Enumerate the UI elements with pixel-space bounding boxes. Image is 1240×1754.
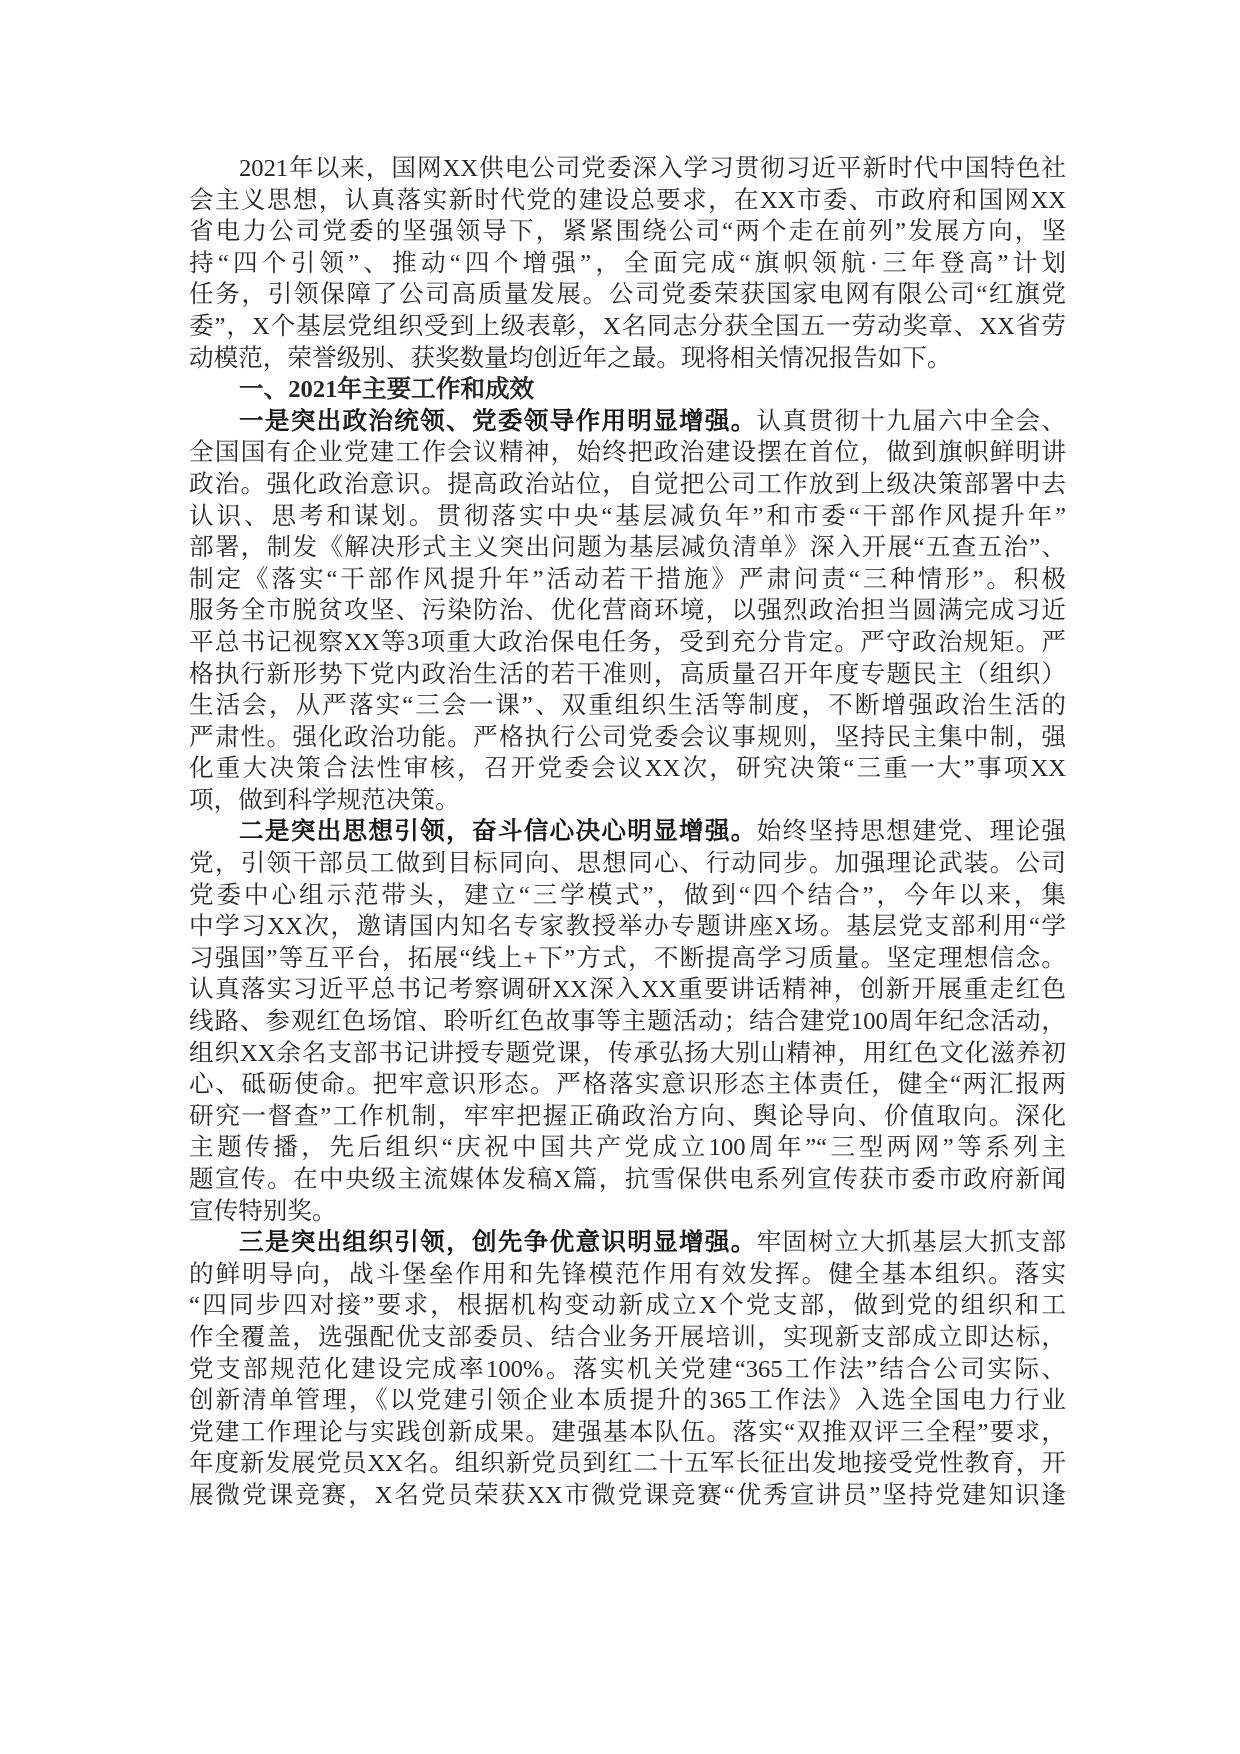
text-line [189,816,1066,848]
line-text: 心、砥砺使命。把牢意识形态。严格落实意识形态主体责任，健全“两汇报两 [189,1071,1066,1099]
line-text: 党，引领干部员工做到目标同向、思想同心、行动同步。加强理论武装。公司 [189,850,1066,878]
paragraph [189,406,1066,817]
text-line [189,943,1066,975]
line-text: 部署，制发《解决形式主义突出问题为基层减负清单》深入开展“五查五治”、 [189,534,1066,562]
line-text: 认真落实习近平总书记考察调研XX深入XX重要讲话精神，创新开展重走红色 [189,976,1066,1004]
text-line [189,501,1066,533]
line-text: 会主义思想，认真落实新时代党的建设总要求，在XX市委、市政府和国网XX [189,186,1066,214]
line-text: 主题传播，先后组织“庆祝中国共产党成立100周年”“三型两网”等系列主 [189,1134,1066,1162]
line-text: 的鲜明导向，战斗堡垒作用和先锋模范作用有效发挥。健全基本组织。落实 [189,1260,1066,1288]
text-line [189,1101,1066,1133]
line-text: 政治。强化政治意识。提高政治站位，自觉把公司工作放到上级决策部署中去 [189,470,1066,498]
text-line [189,1069,1066,1101]
line-text: “四同步四对接”要求，根据机构变动新成立X个党支部，做到党的组织和工 [189,1292,1066,1320]
paragraph-lead-heading: 一是突出政治统领、党委领导作用明显增强。 [239,407,757,435]
section-heading [189,374,1066,406]
line-text: 认识、思考和谋划。贯彻落实中央“基层减负年”和市委“干部作风提升年” [189,502,1066,530]
text-line [189,722,1066,754]
paragraph-lead-heading: 三是突出组织引领，创先争优意识明显增强。 [239,1229,757,1257]
text-line [189,1006,1066,1038]
line-text: 展微党课竞赛，X名党员荣获XX市微党课竞赛“优秀宣讲员”坚持党建知识逢 [189,1481,1066,1509]
text-line [189,659,1066,691]
line-text: 党委中心组示范带头，建立“三学模式”，做到“四个结合”，今年以来，集 [189,881,1066,909]
line-text: 服务全市脱贫攻坚、污染防治、优化营商环境，以强烈政治担当圆满完成习近 [189,597,1066,625]
text-line [189,1038,1066,1070]
line-text: 党建工作理论与实践创新成果。建强基本队伍。落实“双推双评三全程”要求， [189,1418,1066,1446]
line-text: 全国国有企业党建工作会议精神，始终把政治建设摆在首位，做到旗帜鲜明讲 [189,439,1066,467]
line-text: 习强国”等互平台，拓展“线上+下”方式，不断提高学习质量。坚定理想信念。 [189,944,1066,972]
text-line [189,1322,1066,1354]
text-line [189,1132,1066,1164]
paragraph [189,1227,1066,1511]
text-line [189,785,1066,817]
document-page [189,153,1066,1512]
text-line [189,1385,1066,1417]
line-text: 项，做到科学规范决策。 [189,786,460,814]
line-text: 任务，引领保障了公司高质量发展。公司党委荣获国家电网有限公司“红旗党 [189,281,1066,309]
line-text: 组织XX余名支部书记讲授专题党课，传承弘扬大别山精神，用红色文化滋养初 [189,1039,1066,1067]
text-line [189,311,1066,343]
text-line [189,595,1066,627]
line-text: 题宣传。在中央级主流媒体发稿X篇，抗雪保供电系列宣传获市委市政府新闻 [189,1166,1066,1193]
line-text: 认真贯彻十九届六中全会、 [756,407,1066,435]
text-line [189,216,1066,248]
text-line [189,627,1066,659]
text-line [189,279,1066,311]
text-line [189,564,1066,596]
text-line [189,1227,1066,1259]
line-text: 创新清单管理，《以党建引领企业本质提升的365工作法》入选全国电力行业 [189,1387,1066,1415]
line-text: 研究一督查”工作机制，牢牢把握正确政治方向、舆论导向、价值取向。深化 [189,1102,1066,1130]
text-line [189,753,1066,785]
text-line [189,406,1066,438]
line-text: 年度新发展党员XX名。组织新党员到红二十五军长征出发地接受党性教育，开 [189,1450,1066,1478]
text-line [189,343,1066,375]
text-line [189,848,1066,880]
text-line [189,1480,1066,1512]
line-text: 委”，X个基层党组织受到上级表彰，X名同志分获全国五一劳动奖章、XX省劳 [189,312,1066,340]
text-line [189,1290,1066,1322]
text-line [189,880,1066,912]
text-line [189,185,1066,217]
line-text: 持“四个引领”、推动“四个增强”，全面完成“旗帜领航·三年登高”计划 [189,249,1066,277]
line-text: 作全覆盖，选强配优支部委员、结合业务开展培训，实现新支部成立即达标， [189,1323,1066,1351]
line-text: 党支部规范化建设完成率100%。落实机关党建“365工作法”结合公司实际、 [189,1355,1066,1383]
text-line [189,153,1066,185]
text-line [189,1354,1066,1386]
text-line [189,911,1066,943]
text-line [189,374,1066,406]
line-text: 2021年以来，国网XX供电公司党委深入学习贯彻习近平新时代中国特色社 [239,155,1066,182]
line-text: 制定《落实“干部作风提升年”活动若干措施》严肃问责“三种情形”。积极 [189,565,1066,593]
paragraph [189,153,1066,374]
paragraph [189,816,1066,1227]
text-line [189,1259,1066,1291]
text-line [189,437,1066,469]
text-line [189,1196,1066,1228]
text-line [189,532,1066,564]
line-text: 省电力公司党委的坚强领导下，紧紧围绕公司“两个走在前列”发展方向，坚 [189,218,1066,246]
line-text: 格执行新形势下党内政治生活的若干准则，高质量召开年度专题民主（组织） [189,660,1066,688]
text-line [189,1164,1066,1196]
line-text: 中学习XX次，邀请国内知名专家教授举办专题讲座X场。基层党支部利用“学 [189,913,1066,941]
text-line [189,1448,1066,1480]
line-text: 始终坚持思想建党、理论强 [756,818,1066,846]
paragraph-lead-heading: 二是突出思想引领，奋斗信心决心明显增强。 [239,818,757,846]
line-text: 线路、参观红色场馆、聆听红色故事等主题活动；结合建党100周年纪念活动， [189,1008,1066,1036]
text-line [189,974,1066,1006]
text-line [189,1417,1066,1449]
text-line [189,469,1066,501]
line-text: 动模范，荣誉级别、获奖数量均创近年之最。现将相关情况报告如下。 [189,344,952,372]
line-text: 平总书记视察XX等3项重大政治保电任务，受到充分肯定。严守政治规矩。严 [189,628,1066,656]
line-text: 严肃性。强化政治功能。严格执行公司党委会议事规则，坚持民主集中制，强 [189,723,1066,751]
line-text: 牢固树立大抓基层大抓支部 [756,1229,1066,1257]
line-text: 生活会，从严落实“三会一课”、双重组织生活等制度，不断增强政治生活的 [189,692,1066,720]
line-text: 化重大决策合法性审核，召开党委会议XX次，研究决策“三重一大”事项XX [189,755,1066,783]
line-text: 一、2021年主要工作和成效 [239,376,535,404]
line-text: 宣传特别奖。 [189,1197,337,1225]
text-line [189,690,1066,722]
text-line [189,248,1066,280]
